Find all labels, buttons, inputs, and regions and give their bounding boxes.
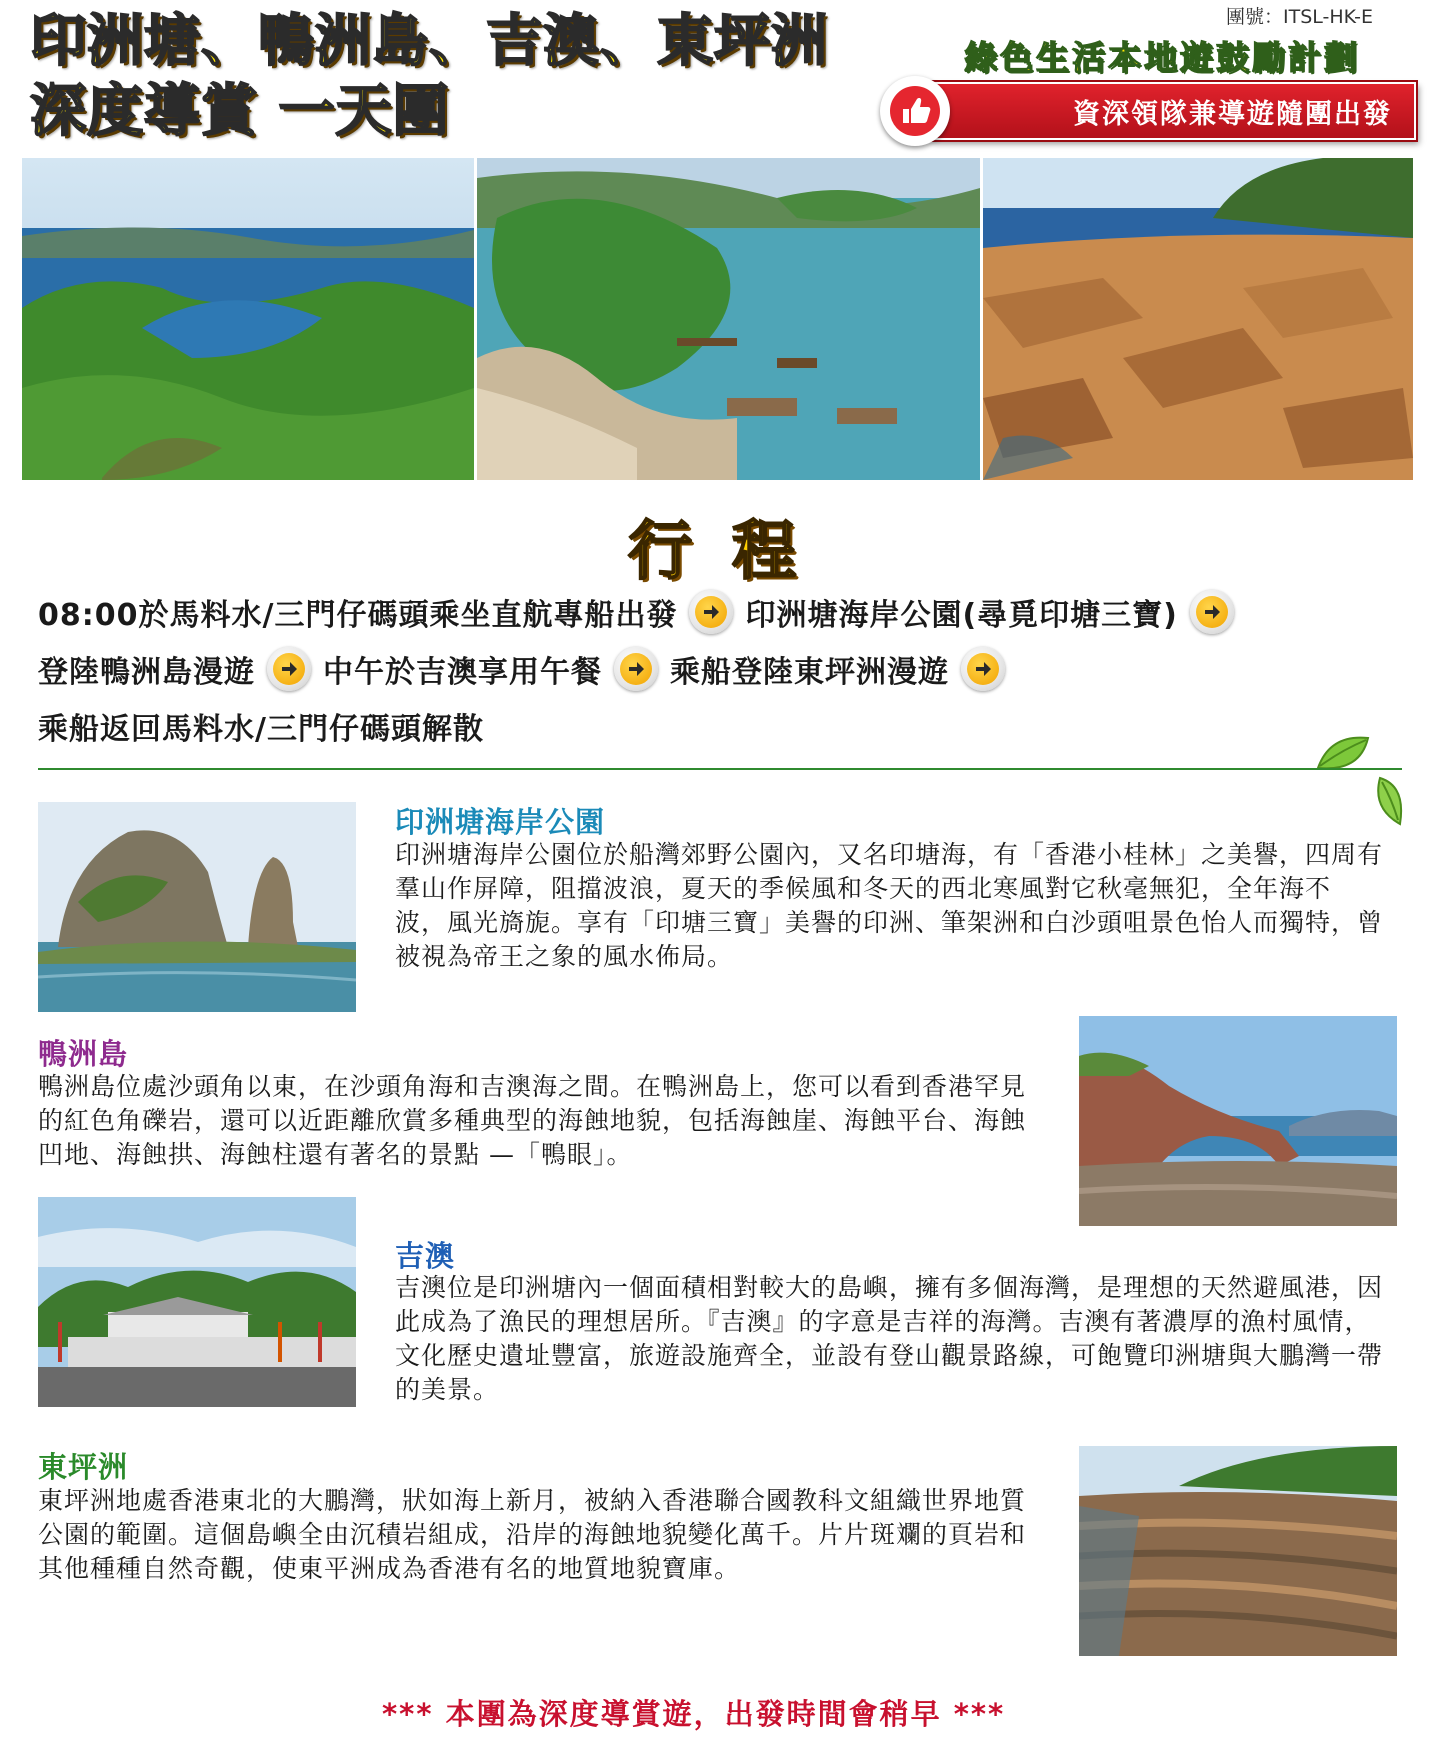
attraction-title-tung-ping-chau: 東坪洲 [38,1450,129,1484]
attraction-title-yan-chau-tong: 印洲塘海岸公園 [395,805,606,839]
photo-yan-chau-tong-rocks [38,802,356,1012]
section-divider [38,768,1402,770]
attraction-body-tung-ping-chau: 東坪洲地處香港東北的大鵬灣，狀如海上新月，被納入香港聯合國教科文組織世界地質公園的範圍。這個島嶼全由沉積岩組成，沿岸的海蝕地貌變化萬千。片片斑斕的頁岩和其他種種自然奇觀，使東平洲成為香港有名的地質地貌寶庫。 [38,1486,1027,1583]
photo-kat-o-temple [38,1197,356,1407]
itinerary-step-tung-ping-chau: 乘船登陸東坪洲漫遊 [670,655,949,690]
itinerary-line-3 [38,704,484,748]
page-title-line1: 印洲塘、鴨洲島、吉澳、東坪洲 [30,9,828,74]
page-title-line2: 深度導賞 一天團 [30,79,450,144]
itinerary-step-depart: 08:00於馬料水/三門仔碼頭乘坐直航專船出發 [38,598,678,633]
photo-tung-ping-chau-shale [1079,1446,1397,1656]
arrow-right-icon [689,590,733,634]
attraction-body-ap-chau: 鴨洲島位處沙頭角以東，在沙頭角海和吉澳海之間。在鴨洲島上，您可以看到香港罕見的紅色角礫岩，還可以近距離欣賞多種典型的海蝕地貌，包括海蝕崖、海蝕平台、海蝕凹地、海蝕拱、海蝕柱還有著名的景點 —「鴨眼」。 [38,1072,1027,1169]
arrow-right-icon [614,647,658,691]
attraction-title-kat-o: 吉澳 [395,1239,456,1273]
arrow-right-icon [267,647,311,691]
photo-kat-o-village [477,158,980,480]
itinerary-line-1 [38,590,1246,634]
thumbs-up-icon [889,85,941,137]
itinerary-step-ap-chau: 登陸鴨洲島漫遊 [38,655,255,690]
itinerary-step-yan-chau-tong: 印洲塘海岸公園(尋覓印塘三寶) [745,598,1178,633]
itinerary-line-2 [38,647,1017,691]
arrow-right-icon [1190,590,1234,634]
arrow-right-icon [961,647,1005,691]
photo-ap-chau-arch [1079,1016,1397,1226]
attraction-title-ap-chau: 鴨洲島 [38,1037,129,1071]
attraction-body-kat-o: 吉澳位是印洲塘內一個面積相對較大的島嶼，擁有多個海灣，是理想的天然避風港，因此成為了漁民的理想居所。『吉澳』的字意是吉祥的海灣。吉澳有著濃厚的漁村風情，文化歷史遺址豐富，旅遊設施齊全，並設有登山觀景路線，可飽覽印洲塘與大鵬灣一帶的美景。 [395,1273,1384,1404]
itinerary-step-return: 乘船返回馬料水/三門仔碼頭解散 [38,712,484,747]
guide-banner-text: 資深領隊兼導遊隨團出發 [1073,98,1392,130]
slogan: 綠色生活本地遊鼓勵計劃 [964,38,1360,77]
photo-yan-chau-tong-aerial [22,158,474,480]
attraction-body-yan-chau-tong: 印洲塘海岸公園位於船灣郊野公園內，又名印塘海，有「香港小桂林」之美譽，四周有羣山作屏障，阻擋波浪，夏天的季候風和冬天的西北寒風對它秋毫無犯，全年海不 波，風光旖旎。享有「印塘三寶」美譽的印洲、筆架洲和白沙頭咀景色怡人而獨特，曾被視為帝王之象的風水佈局。 [395,840,1384,971]
leaf-icon [1310,728,1410,828]
itinerary-step-lunch: 中午於吉澳享用午餐 [323,655,602,690]
tour-code: 團號：ITSL-HK-E [1226,6,1373,28]
itinerary-heading: 行程 [628,515,836,589]
guide-banner [930,82,1416,140]
footer-note: *** 本團為深度導賞遊，出發時間會稍早 *** [382,1697,1006,1731]
thumbs-up-badge [880,76,950,146]
photo-tung-ping-chau-rocks [983,158,1413,480]
